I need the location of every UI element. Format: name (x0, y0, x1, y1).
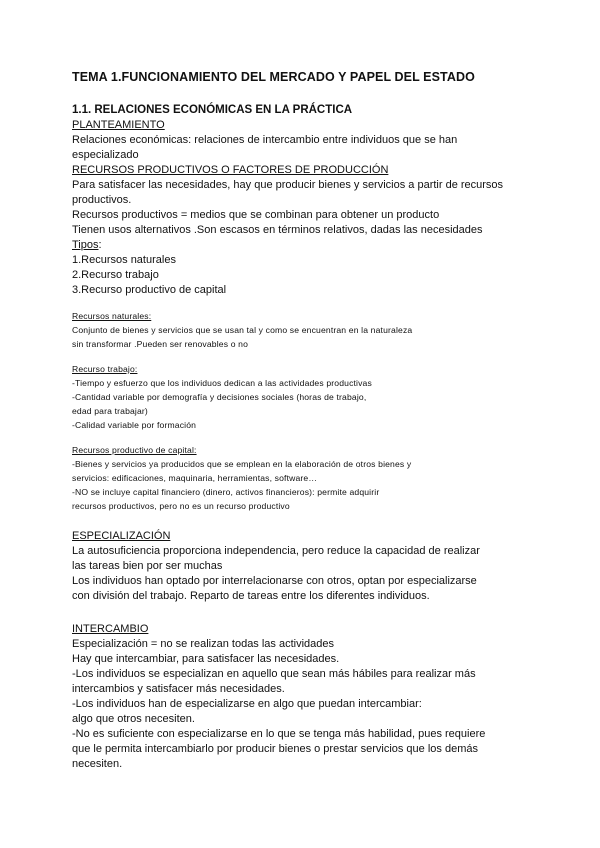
text-line: -Bienes y servicios ya producidos que se emplean en la elaboración de otros bienes y (72, 459, 412, 469)
text-line: -Calidad variable por formación (72, 420, 197, 430)
list-item: 3.Recurso productivo de capital (72, 284, 227, 296)
text-line: Tienen usos alternativos .Son escasos en términos relativos, dadas las necesidades (72, 224, 483, 236)
tipos-colon: : (98, 239, 102, 251)
text-line: Especialización = no se realizan todas las actividades (72, 638, 335, 650)
text-line: -Los individuos se especializan en aquello que sean más hábiles para realizar más (72, 668, 476, 680)
text-line: especializado (72, 149, 139, 161)
text-line: La autosuficiencia proporciona independencia, pero reduce la capacidad de realizar (72, 545, 480, 557)
trabajo-heading: Recurso trabajo: (72, 364, 138, 374)
naturales-heading: Recursos naturales: (72, 311, 152, 321)
text-line: -Tiempo y esfuerzo que los individuos dedican a las actividades productivas (72, 378, 372, 388)
text-line: -No es suficiente con especializarse en lo que se tenga más habilidad, pues requiere (72, 728, 486, 740)
document-page (72, 70, 542, 772)
tipos-label: Tipos (72, 239, 99, 251)
document-title: TEMA 1.FUNCIONAMIENTO DEL MERCADO Y PAPEL DEL ESTADO (72, 70, 475, 84)
list-item: 1.Recursos naturales (72, 254, 176, 266)
text-line: Para satisfacer las necesidades, hay que producir bienes y servicios a partir de recursos (72, 179, 504, 191)
text-line: edad para trabajar) (72, 406, 148, 416)
text-line: Conjunto de bienes y servicios que se usan tal y como se encuentran en la naturaleza (72, 325, 413, 335)
text-line: -Los individuos han de especializarse en algo que puedan intercambiar: (72, 698, 422, 710)
especializacion-heading: ESPECIALIZACIÓN (72, 530, 171, 542)
text-line: productivos. (72, 194, 132, 206)
text-line: recursos productivos, pero no es un recurso productivo (72, 501, 290, 511)
text-line: Recursos productivos = medios que se combinan para obtener un producto (72, 209, 440, 221)
text-line: sin transformar .Pueden ser renovables o no (72, 339, 249, 349)
text-line: intercambios y satisfacer más necesidades. (72, 683, 285, 695)
list-item: 2.Recurso trabajo (72, 269, 159, 281)
text-line: necesiten. (72, 758, 123, 770)
section-title: 1.1. RELACIONES ECONÓMICAS EN LA PRÁCTICA (72, 104, 353, 116)
text-line: servicios: edificaciones, maquinaria, herramientas, software… (72, 473, 318, 483)
text-line: que le permita intercambiarlo por producir bienes o prestar servicios que los demás (72, 743, 478, 755)
planteamiento-heading: PLANTEAMIENTO (72, 119, 165, 131)
intercambio-heading: INTERCAMBIO (72, 623, 149, 635)
text-line: Relaciones económicas: relaciones de intercambio entre individuos que se han (72, 134, 458, 146)
recursos-heading: RECURSOS PRODUCTIVOS O FACTORES DE PRODUCCIÓN (72, 164, 389, 176)
tipos-heading (72, 238, 542, 253)
text-line: Los individuos han optado por interrelacionarse con otros, optan por especializarse (72, 575, 477, 587)
text-line: algo que otros necesiten. (72, 713, 195, 725)
text-line: -NO se incluye capital financiero (dinero, activos financieros): permite adquirir (72, 487, 380, 497)
text-line: Hay que intercambiar, para satisfacer las necesidades. (72, 653, 340, 665)
capital-heading: Recursos productivo de capital: (72, 445, 197, 455)
text-line: con división del trabajo. Reparto de tareas entre los diferentes individuos. (72, 590, 430, 602)
text-line: -Cantidad variable por demografía y decisiones sociales (horas de trabajo, (72, 392, 367, 402)
text-line: las tareas bien por ser muchas (72, 560, 223, 572)
